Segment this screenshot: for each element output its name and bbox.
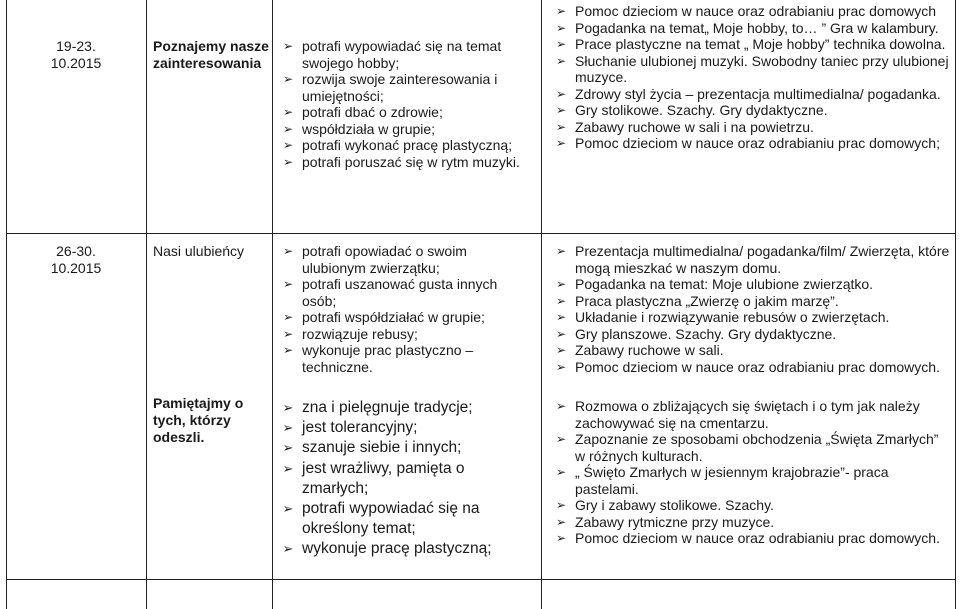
arrow-bullet-icon: ➢	[282, 105, 294, 119]
arrow-bullet-icon: ➢	[282, 39, 294, 53]
arrow-bullet-icon: ➢	[282, 343, 294, 357]
activities-list	[553, 398, 951, 547]
arrow-bullet-icon: ➢	[282, 542, 294, 558]
arrow-bullet-icon: ➢	[555, 136, 567, 150]
list-item: ➢ Pomoc dzieciom w nauce oraz odrabianiu prac domowych.	[553, 530, 951, 547]
list-item: ➢ rozwiązuje rebusy;	[280, 326, 512, 343]
list-item: ➢ Słuchanie ulubionej muzyki. Swobodny taniec przy ulubionej muzyce.	[553, 53, 951, 86]
date-cell: 26-30. 10.2015	[50, 243, 102, 276]
table-border-bottom	[6, 579, 956, 580]
date-cell: 19-23. 10.2015	[50, 38, 102, 71]
skills-list	[280, 398, 512, 560]
arrow-bullet-icon: ➢	[555, 326, 567, 341]
arrow-bullet-icon: ➢	[555, 343, 567, 357]
arrow-bullet-icon: ➢	[555, 310, 567, 324]
list-item: ➢ wykonuje pracę plastyczną;	[280, 539, 512, 559]
list-item: ➢ Pomoc dzieciom w nauce oraz odrabianiu prac domowych;	[553, 135, 951, 152]
skills-list	[280, 243, 512, 375]
row-divider	[6, 233, 956, 234]
arrow-bullet-icon: ➢	[555, 119, 567, 134]
list-item: ➢ potrafi wykonać pracę plastyczną;	[280, 137, 538, 154]
column-divider-skills	[541, 0, 542, 609]
arrow-bullet-icon: ➢	[282, 72, 294, 86]
arrow-bullet-icon: ➢	[282, 326, 294, 341]
list-item: ➢ zna i pielęgnuje tradycje;	[280, 398, 512, 418]
arrow-bullet-icon: ➢	[555, 399, 567, 413]
table-border-left	[6, 0, 7, 609]
arrow-bullet-icon: ➢	[555, 53, 567, 68]
list-item: ➢ potrafi wypowiadać się na określony temat;	[280, 499, 512, 539]
list-item: ➢ Zabawy rytmiczne przy muzyce.	[553, 514, 951, 531]
list-item: ➢ Prace plastyczne na temat „ Moje hobby” technika dowolna.	[553, 36, 951, 53]
list-item: ➢ Zabawy ruchowe w sali i na powietrzu.	[553, 119, 951, 136]
activities-list	[553, 3, 951, 152]
arrow-bullet-icon: ➢	[282, 277, 294, 291]
arrow-bullet-icon: ➢	[282, 421, 294, 437]
arrow-bullet-icon: ➢	[555, 432, 567, 446]
list-item: ➢ potrafi współdziałać w grupie;	[280, 309, 512, 326]
arrow-bullet-icon: ➢	[282, 502, 294, 518]
list-item: ➢ potrafi dbać o zdrowie;	[280, 104, 538, 121]
arrow-bullet-icon: ➢	[555, 86, 567, 101]
arrow-bullet-icon: ➢	[282, 461, 294, 477]
skills-list	[280, 38, 538, 170]
list-item: ➢ Układanie i rozwiązywanie rebusów o zwierzętach.	[553, 309, 951, 326]
list-item: ➢ Gry stolikowe. Szachy. Gry dydaktyczne.	[553, 102, 951, 119]
list-item: ➢ Pomoc dzieciom w nauce oraz odrabianiu prac domowych.	[553, 359, 951, 376]
topic-cell: Pamiętajmy o tych, którzy odeszli.	[153, 395, 244, 445]
list-item: ➢ Rozmowa o zbliżających się świętach i o tym jak należy zachowywać się na cmentarzu.	[553, 398, 951, 431]
column-divider-topic	[272, 0, 273, 609]
list-item: ➢ Zabawy ruchowe w sali.	[553, 342, 951, 359]
arrow-bullet-icon: ➢	[555, 465, 567, 479]
arrow-bullet-icon: ➢	[555, 20, 567, 35]
arrow-bullet-icon: ➢	[282, 154, 294, 169]
list-item: ➢ potrafi poruszać się w rytm muzyki.	[280, 154, 538, 171]
activities-list	[553, 243, 951, 375]
arrow-bullet-icon: ➢	[282, 401, 294, 416]
arrow-bullet-icon: ➢	[555, 359, 567, 374]
list-item: ➢ Praca plastyczna „Zwierzę o jakim marzę”.	[553, 293, 951, 310]
arrow-bullet-icon: ➢	[555, 531, 567, 545]
arrow-bullet-icon: ➢	[282, 441, 294, 457]
arrow-bullet-icon: ➢	[555, 277, 567, 291]
list-item: ➢ Prezentacja multimedialna/ pogadanka/film/ Zwierzęta, które mogą mieszkać w naszym domu.	[553, 243, 951, 276]
list-item: ➢ Pogadanka na temat„ Moje hobby, to… ” Gra w kalambury.	[553, 20, 951, 37]
topic-cell: Nasi ulubieńcy	[153, 243, 245, 259]
arrow-bullet-icon: ➢	[555, 293, 567, 308]
list-item: ➢ Zapoznanie ze sposobami obchodzenia „Święta Zmarłych” w różnych kulturach.	[553, 431, 951, 464]
arrow-bullet-icon: ➢	[555, 37, 567, 51]
list-item: ➢ współdziała w grupie;	[280, 121, 538, 138]
arrow-bullet-icon: ➢	[555, 498, 567, 512]
arrow-bullet-icon: ➢	[555, 244, 567, 258]
list-item: ➢ potrafi uszanować gusta innych osób;	[280, 276, 512, 309]
list-item: ➢ Gry i zabawy stolikowe. Szachy.	[553, 497, 951, 514]
list-item: ➢ potrafi wypowiadać się na temat swojego hobby;	[280, 38, 538, 71]
list-item: ➢ szanuje siebie i innych;	[280, 438, 512, 458]
list-item: ➢ jest wrażliwy, pamięta o zmarłych;	[280, 459, 512, 499]
list-item: ➢ rozwija swoje zainteresowania i umiejętności;	[280, 71, 538, 104]
arrow-bullet-icon: ➢	[282, 121, 294, 136]
list-item: ➢ Gry planszowe. Szachy. Gry dydaktyczne.	[553, 326, 951, 343]
arrow-bullet-icon: ➢	[555, 4, 567, 18]
arrow-bullet-icon: ➢	[282, 244, 294, 258]
column-divider-date	[146, 0, 147, 609]
list-item: ➢ Pogadanka na temat: Moje ulubione zwierzątko.	[553, 276, 951, 293]
table-border-right	[955, 0, 956, 609]
arrow-bullet-icon: ➢	[282, 138, 294, 152]
arrow-bullet-icon: ➢	[555, 514, 567, 529]
list-item: ➢ Pomoc dzieciom w nauce oraz odrabianiu prac domowych	[553, 3, 951, 20]
list-item: ➢ potrafi opowiadać o swoim ulubionym zwierzątku;	[280, 243, 512, 276]
arrow-bullet-icon: ➢	[282, 310, 294, 324]
list-item: ➢ wykonuje prac plastyczno – techniczne.	[280, 342, 512, 375]
arrow-bullet-icon: ➢	[555, 103, 567, 117]
list-item: ➢ Zdrowy styl życia – prezentacja multimedialna/ pogadanka.	[553, 86, 951, 103]
list-item: ➢ „ Święto Zmarłych w jesiennym krajobrazie”- praca pastelami.	[553, 464, 951, 497]
topic-cell: Poznajemy nasze zainteresowania	[153, 38, 269, 71]
list-item: ➢ jest tolerancyjny;	[280, 418, 512, 438]
